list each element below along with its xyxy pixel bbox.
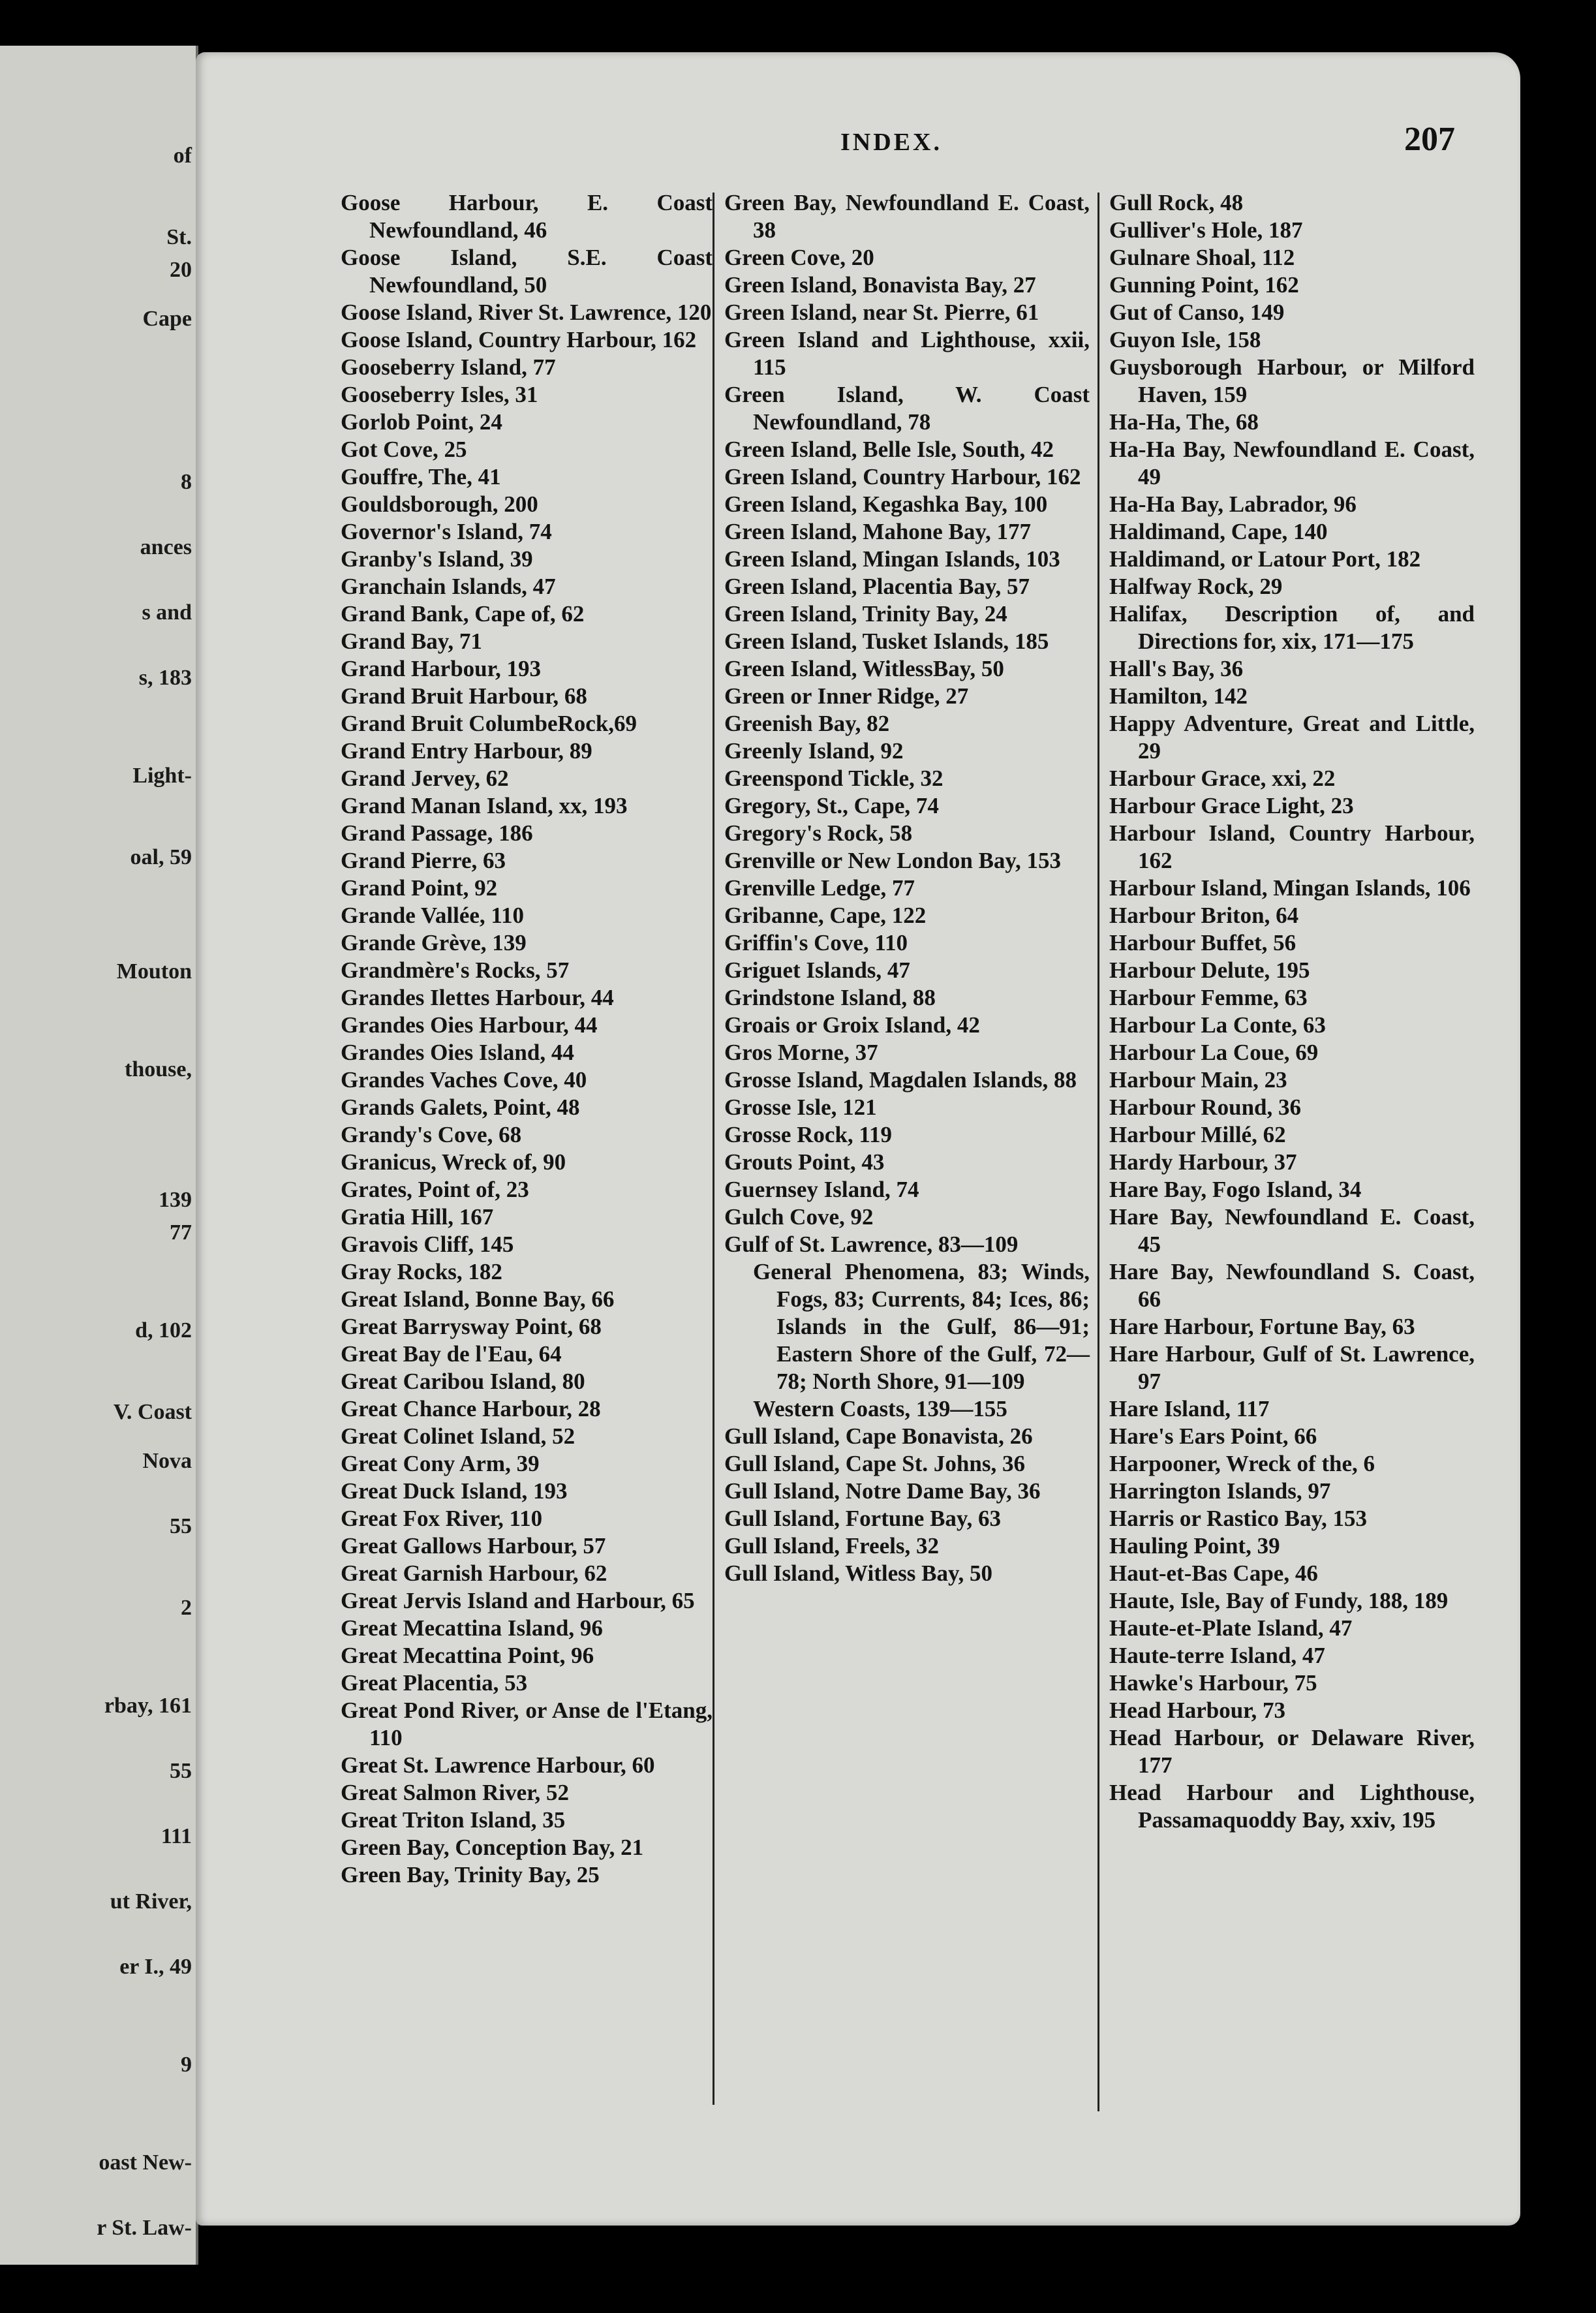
index-entry: Grands Galets, Point, 48 xyxy=(341,1094,580,1120)
left-page-fragment: 8 xyxy=(181,470,192,494)
index-entry: Green Bay, Conception Bay, 21 xyxy=(341,1835,644,1860)
index-entry: Grand Pierre, 63 xyxy=(341,848,506,873)
index-entry: Great Barrysway Point, 68 xyxy=(341,1314,602,1339)
left-page-fragment: 139 xyxy=(159,1188,192,1212)
left-page-fragment: 111 xyxy=(161,1824,192,1848)
index-entry: Grandy's Cove, 68 xyxy=(341,1122,522,1147)
index-entry: Great Bay de l'Eau, 64 xyxy=(341,1341,562,1367)
index-entry: Gouffre, The, 41 xyxy=(341,464,501,489)
index-entry: Green Island, Belle Isle, South, 42 xyxy=(724,437,1054,462)
left-page-fragment: 55 xyxy=(170,1514,192,1538)
index-entry: Grates, Point of, 23 xyxy=(341,1177,529,1202)
index-entry: Goose Island, River St. Lawrence, 120 xyxy=(341,300,712,325)
index-entry: Green Bay, Trinity Bay, 25 xyxy=(341,1862,600,1887)
index-entry: Gull Island, Notre Dame Bay, 36 xyxy=(724,1478,1041,1504)
index-entry: Green or Inner Ridge, 27 xyxy=(724,683,969,709)
index-entry: Gull Island, Cape St. Johns, 36 xyxy=(724,1451,1025,1476)
index-entry: Hare Island, 117 xyxy=(1109,1396,1270,1421)
index-entry: Gull Rock, 48 xyxy=(1109,190,1244,215)
index-entry: Guysborough Harbour, or Milford Haven, 159 xyxy=(1109,354,1475,407)
index-entry: Governor's Island, 74 xyxy=(341,519,552,544)
left-page-fragment: V. Coast xyxy=(113,1400,192,1424)
index-entry: Hauling Point, 39 xyxy=(1109,1533,1280,1559)
index-entry: Great Mecattina Island, 96 xyxy=(341,1615,603,1641)
index-entry: Great Triton Island, 35 xyxy=(341,1807,566,1833)
index-entry: Great Placentia, 53 xyxy=(341,1670,528,1696)
index-entry: Granby's Island, 39 xyxy=(341,546,533,572)
index-entry: Harbour La Conte, 63 xyxy=(1109,1012,1326,1038)
index-entry: Great Salmon River, 52 xyxy=(341,1780,569,1805)
index-entry: Gorlob Point, 24 xyxy=(341,409,502,435)
index-entry: Happy Adventure, Great and Little, 29 xyxy=(1109,711,1475,764)
index-entry: Gooseberry Isles, 31 xyxy=(341,382,538,407)
index-entry: Green Island, Bonavista Bay, 27 xyxy=(724,272,1036,298)
index-entry: Grande Grève, 139 xyxy=(341,930,527,955)
index-entry: Greenish Bay, 82 xyxy=(724,711,890,736)
column-divider xyxy=(713,193,714,2105)
index-entry: Hare's Ears Point, 66 xyxy=(1109,1423,1317,1449)
index-entry: Gribanne, Cape, 122 xyxy=(724,903,927,928)
index-entry: Greenly Island, 92 xyxy=(724,738,904,764)
left-page-fragment: 77 xyxy=(170,1220,192,1245)
left-page-fragment: d, 102 xyxy=(135,1318,192,1343)
index-entry: Green Island, W. Coast Newfoundland, 78 xyxy=(724,382,1090,435)
index-entry: Grand Point, 92 xyxy=(341,875,498,901)
index-entry: Gulliver's Hole, 187 xyxy=(1109,217,1303,243)
left-page-fragment: Light- xyxy=(132,764,192,788)
index-entry: Haute-et-Plate Island, 47 xyxy=(1109,1615,1353,1641)
page-number: 207 xyxy=(1404,121,1455,158)
index-entry: Great Duck Island, 193 xyxy=(341,1478,568,1504)
index-entry: Green Cove, 20 xyxy=(724,245,874,270)
left-page-fragment: er I., 49 xyxy=(119,1955,192,1979)
index-entry: Groais or Groix Island, 42 xyxy=(724,1012,980,1038)
left-page-fragment: s, 183 xyxy=(138,666,192,690)
index-entry: Gut of Canso, 149 xyxy=(1109,300,1285,325)
index-entry: Gray Rocks, 182 xyxy=(341,1259,502,1284)
index-entry: Gull Island, Cape Bonavista, 26 xyxy=(724,1423,1033,1449)
index-entry: Grand Bank, Cape of, 62 xyxy=(341,601,585,627)
index-entry: Green Island, Trinity Bay, 24 xyxy=(724,601,1007,627)
index-entry: Great Chance Harbour, 28 xyxy=(341,1396,601,1421)
index-entry: Grande Vallée, 110 xyxy=(341,903,524,928)
index-entry: Grand Bruit Harbour, 68 xyxy=(341,683,587,709)
index-entry: Griguet Islands, 47 xyxy=(724,957,910,983)
index-entry: Gravois Cliff, 145 xyxy=(341,1232,514,1257)
index-entry: Granchain Islands, 47 xyxy=(341,574,556,599)
index-entry: Harbour La Coue, 69 xyxy=(1109,1040,1319,1065)
index-entry: Grandes Oies Harbour, 44 xyxy=(341,1012,598,1038)
index-entry: Haute-terre Island, 47 xyxy=(1109,1643,1325,1668)
index-entry: Gooseberry Island, 77 xyxy=(341,354,556,380)
index-entry: Grenville Ledge, 77 xyxy=(724,875,915,901)
index-entry: Great Mecattina Point, 96 xyxy=(341,1643,594,1668)
left-page-edge xyxy=(0,46,198,2265)
index-entry: Great Garnish Harbour, 62 xyxy=(341,1560,607,1586)
index-entry: Great St. Lawrence Harbour, 60 xyxy=(341,1752,655,1778)
index-entry: Goose Island, Country Harbour, 162 xyxy=(341,327,697,352)
index-entry: Griffin's Cove, 110 xyxy=(724,930,908,955)
index-entry: Green Island, Mingan Islands, 103 xyxy=(724,546,1060,572)
index-entry: Western Coasts, 139—155 xyxy=(753,1396,1007,1421)
index-entry: Haut-et-Bas Cape, 46 xyxy=(1109,1560,1318,1586)
index-entry: Grouts Point, 43 xyxy=(724,1149,885,1175)
index-entry: Green Island, Mahone Bay, 177 xyxy=(724,519,1031,544)
index-entry: Harbour Island, Country Harbour, 162 xyxy=(1109,820,1475,873)
index-entry: Hawke's Harbour, 75 xyxy=(1109,1670,1317,1696)
index-column-1 xyxy=(341,189,713,1889)
index-entry: Guernsey Island, 74 xyxy=(724,1177,919,1202)
left-page-fragment: of xyxy=(173,144,192,168)
index-entry: Great Caribou Island, 80 xyxy=(341,1369,585,1394)
index-entry: Great Gallows Harbour, 57 xyxy=(341,1533,606,1559)
index-entry: Greenspond Tickle, 32 xyxy=(724,766,944,791)
left-page-fragment: Mouton xyxy=(116,959,192,984)
index-entry: Harbour Millé, 62 xyxy=(1109,1122,1286,1147)
index-entry: Haldimand, or Latour Port, 182 xyxy=(1109,546,1421,572)
index-entry: Gregory, St., Cape, 74 xyxy=(724,793,939,818)
index-entry: Head Harbour, 73 xyxy=(1109,1698,1285,1723)
index-entry: Green Island, near St. Pierre, 61 xyxy=(724,300,1039,325)
index-entry: Got Cove, 25 xyxy=(341,437,467,462)
index-entry: Grand Entry Harbour, 89 xyxy=(341,738,592,764)
index-entry: Hare Harbour, Fortune Bay, 63 xyxy=(1109,1314,1415,1339)
column-divider xyxy=(1097,193,1099,2111)
left-page-fragment: ances xyxy=(140,535,192,559)
left-page-fragment: rbay, 161 xyxy=(104,1694,192,1718)
index-entry: Head Harbour and Lighthouse, Passamaquoddy Bay, xxiv, 195 xyxy=(1109,1780,1475,1833)
index-entry: Gulf of St. Lawrence, 83—109 xyxy=(724,1232,1019,1257)
index-entry: Grand Manan Island, xx, 193 xyxy=(341,793,628,818)
index-entry: Harbour Round, 36 xyxy=(1109,1094,1302,1120)
index-entry: Hare Harbour, Gulf of St. Lawrence, 97 xyxy=(1109,1341,1475,1394)
index-entry: Green Island, Kegashka Bay, 100 xyxy=(724,491,1048,517)
index-entry: Head Harbour, or Delaware River, 177 xyxy=(1109,1725,1475,1778)
index-entry: Great Pond River, or Anse de l'Etang, 110 xyxy=(341,1698,713,1750)
index-page xyxy=(196,52,1520,2226)
index-entry: Green Island and Lighthouse, xxii, 115 xyxy=(724,327,1090,380)
index-entry: Gulnare Shoal, 112 xyxy=(1109,245,1295,270)
index-entry: Gratia Hill, 167 xyxy=(341,1204,494,1230)
index-entry: Hardy Harbour, 37 xyxy=(1109,1149,1297,1175)
left-page-fragment: Nova xyxy=(142,1449,192,1473)
index-entry: Haute, Isle, Bay of Fundy, 188, 189 xyxy=(1109,1588,1449,1613)
index-entry: Great Fox River, 110 xyxy=(341,1506,543,1531)
index-entry: Hamilton, 142 xyxy=(1109,683,1248,709)
index-entry: Grandes Vaches Cove, 40 xyxy=(341,1067,587,1093)
index-entry: Halfway Rock, 29 xyxy=(1109,574,1283,599)
index-entry: Guyon Isle, 158 xyxy=(1109,327,1261,352)
index-entry: Haldimand, Cape, 140 xyxy=(1109,519,1328,544)
left-page-fragment: 55 xyxy=(170,1759,192,1783)
index-entry: Harrington Islands, 97 xyxy=(1109,1478,1331,1504)
index-entry: Great Cony Arm, 39 xyxy=(341,1451,540,1476)
index-entry: Harris or Rastico Bay, 153 xyxy=(1109,1506,1368,1531)
index-entry: Goose Island, S.E. Coast Newfoundland, 50 xyxy=(341,245,713,298)
page-header xyxy=(196,121,1520,167)
index-entry: Great Jervis Island and Harbour, 65 xyxy=(341,1588,695,1613)
index-entry: Grand Jervey, 62 xyxy=(341,766,509,791)
left-page-fragment: thouse, xyxy=(125,1057,192,1081)
left-page-fragment: s and xyxy=(142,600,192,625)
index-entry: Harbour Delute, 195 xyxy=(1109,957,1310,983)
index-column-2 xyxy=(724,189,1090,1587)
index-entry: Grand Bay, 71 xyxy=(341,629,482,654)
index-entry: Grand Harbour, 193 xyxy=(341,656,541,681)
index-entry: Harbour Grace Light, 23 xyxy=(1109,793,1354,818)
index-entry: Green Bay, Newfoundland E. Coast, 38 xyxy=(724,190,1090,243)
index-entry: Grenville or New London Bay, 153 xyxy=(724,848,1061,873)
index-entry: Harbour Main, 23 xyxy=(1109,1067,1287,1093)
index-entry: General Phenomena, 83; Winds, Fogs, 83; Currents, 84; Ices, 86; Islands in the Gulf, 86—91; Eastern Shore of the Gulf, 72—78; North Shore, 91—109 xyxy=(753,1259,1090,1394)
index-entry: Harbour Femme, 63 xyxy=(1109,985,1308,1010)
index-entry: Gouldsborough, 200 xyxy=(341,491,538,517)
index-entry: Grosse Isle, 121 xyxy=(724,1094,877,1120)
index-entry: Hare Bay, Newfoundland E. Coast, 45 xyxy=(1109,1204,1475,1257)
index-entry: Harbour Buffet, 56 xyxy=(1109,930,1297,955)
index-entry: Grosse Island, Magdalen Islands, 88 xyxy=(724,1067,1077,1093)
index-entry: Gros Morne, 37 xyxy=(724,1040,878,1065)
left-page-fragment: 2 xyxy=(181,1596,192,1620)
index-entry: Hare Bay, Fogo Island, 34 xyxy=(1109,1177,1362,1202)
index-entry: Ha-Ha Bay, Newfoundland E. Coast, 49 xyxy=(1109,437,1475,489)
index-entry: Green Island, Country Harbour, 162 xyxy=(724,464,1081,489)
index-entry: Halifax, Description of, and Directions for, xix, 171—175 xyxy=(1109,601,1475,654)
left-page-fragment: ut River, xyxy=(110,1889,192,1914)
index-entry: Grosse Rock, 119 xyxy=(724,1122,892,1147)
left-page-fragment: r St. Law- xyxy=(97,2216,192,2240)
index-entry: Ha-Ha, The, 68 xyxy=(1109,409,1259,435)
index-entry: Great Colinet Island, 52 xyxy=(341,1423,575,1449)
index-entry: Gulch Cove, 92 xyxy=(724,1204,874,1230)
index-entry: Gull Island, Freels, 32 xyxy=(724,1533,939,1559)
left-page-fragment: 20 xyxy=(170,258,192,282)
index-entry: Grandmère's Rocks, 57 xyxy=(341,957,570,983)
index-entry: Green Island, Placentia Bay, 57 xyxy=(724,574,1030,599)
index-entry: Harbour Island, Mingan Islands, 106 xyxy=(1109,875,1471,901)
index-entry: Grandes Oies Island, 44 xyxy=(341,1040,574,1065)
index-entry: Green Island, WitlessBay, 50 xyxy=(724,656,1004,681)
left-page-fragment: oast New- xyxy=(99,2150,192,2175)
index-entry: Harbour Briton, 64 xyxy=(1109,903,1299,928)
index-entry: Gull Island, Witless Bay, 50 xyxy=(724,1560,993,1586)
index-entry: Harbour Grace, xxi, 22 xyxy=(1109,766,1336,791)
index-entry: Goose Harbour, E. Coast Newfoundland, 46 xyxy=(341,190,713,243)
index-entry: Granicus, Wreck of, 90 xyxy=(341,1149,566,1175)
left-page-fragment: oal, 59 xyxy=(130,845,192,869)
index-entry: Great Island, Bonne Bay, 66 xyxy=(341,1286,615,1312)
index-entry: Grand Bruit ColumbeRock,69 xyxy=(341,711,637,736)
index-entry: Hall's Bay, 36 xyxy=(1109,656,1244,681)
left-page-fragment: Cape xyxy=(142,307,192,331)
index-entry: Grandes Ilettes Harbour, 44 xyxy=(341,985,614,1010)
index-entry: Grindstone Island, 88 xyxy=(724,985,936,1010)
index-entry: Gull Island, Fortune Bay, 63 xyxy=(724,1506,1001,1531)
index-entry: Green Island, Tusket Islands, 185 xyxy=(724,629,1049,654)
index-entry: Ha-Ha Bay, Labrador, 96 xyxy=(1109,491,1357,517)
index-column-3 xyxy=(1109,189,1475,1834)
index-entry: Harpooner, Wreck of the, 6 xyxy=(1109,1451,1375,1476)
index-entry: Gregory's Rock, 58 xyxy=(724,820,913,846)
left-page-fragment: 9 xyxy=(181,2053,192,2077)
index-entry: Grand Passage, 186 xyxy=(341,820,533,846)
index-entry: Gunning Point, 162 xyxy=(1109,272,1299,298)
index-entry: Hare Bay, Newfoundland S. Coast, 66 xyxy=(1109,1259,1475,1312)
left-page-fragment: St. xyxy=(166,225,192,249)
page-title: INDEX. xyxy=(840,129,942,156)
